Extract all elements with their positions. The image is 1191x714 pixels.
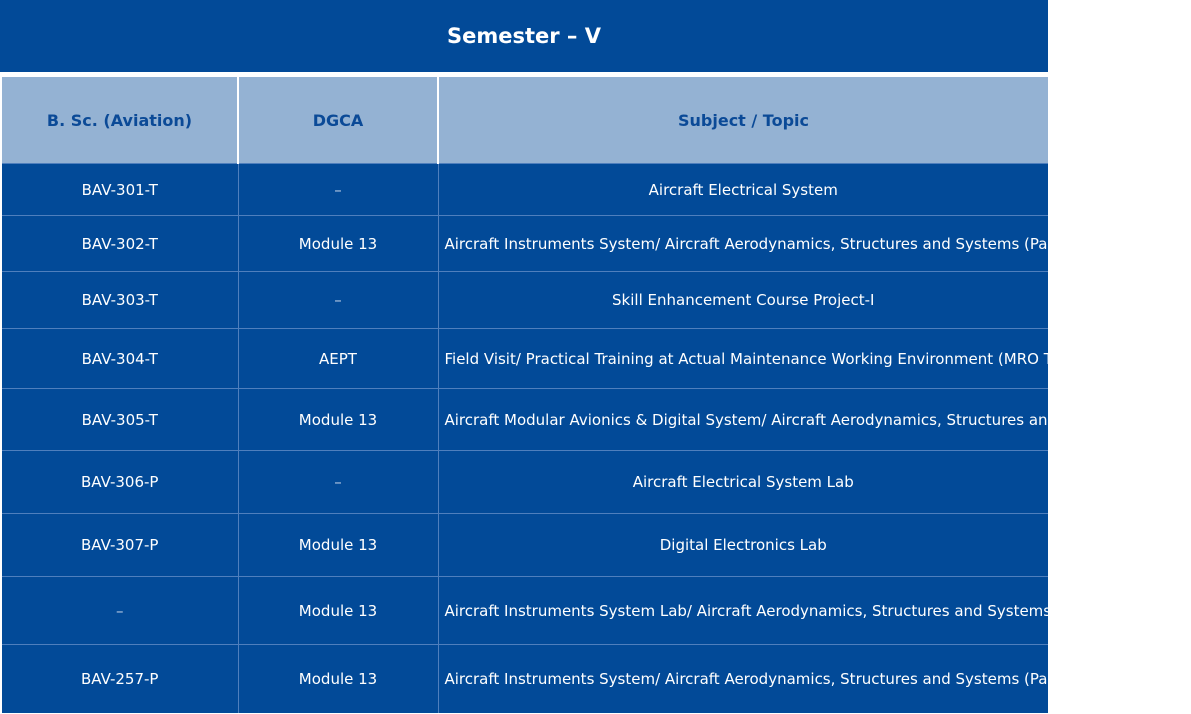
table-row — [2, 216, 1048, 272]
subject-cell: Digital Electronics Lab — [438, 514, 1048, 577]
table-row — [2, 389, 1048, 451]
course-code-cell: BAV-302-T — [2, 216, 238, 272]
table-row — [2, 164, 1048, 216]
table-row — [2, 272, 1048, 329]
course-table — [2, 77, 1191, 713]
subject-cell: Aircraft Electrical System — [438, 164, 1048, 216]
semester-title: Semester – V — [0, 0, 1048, 72]
dgca-cell: Module 13 — [238, 389, 438, 451]
dgca-cell: – — [238, 272, 438, 329]
subject-cell: Aircraft Instruments System/ Aircraft Aerodynamics, Structures and Systems (Part-V) — [438, 216, 1048, 272]
dgca-cell: – — [238, 164, 438, 216]
dgca-cell: Module 13 — [238, 514, 438, 577]
course-code-cell: BAV-304-T — [2, 329, 238, 389]
column-header-dgca: DGCA — [238, 77, 438, 164]
table-header-row — [2, 77, 1048, 164]
course-code-cell: – — [2, 577, 238, 645]
table-row — [2, 329, 1048, 389]
course-code-cell: BAV-301-T — [2, 164, 238, 216]
course-code-cell: BAV-307-P — [2, 514, 238, 577]
course-code-cell: BAV-303-T — [2, 272, 238, 329]
table-row — [2, 645, 1048, 713]
subject-cell: Field Visit/ Practical Training at Actual Maintenance Working Environment (MRO Training) — [438, 329, 1048, 389]
column-header-subject: Subject / Topic — [438, 77, 1048, 164]
dgca-cell: – — [238, 451, 438, 514]
course-code-cell: BAV-257-P — [2, 645, 238, 713]
dgca-cell: Module 13 — [238, 216, 438, 272]
dgca-cell: AEPT — [238, 329, 438, 389]
subject-cell: Aircraft Instruments System Lab/ Aircraft Aerodynamics, Structures and Systems (Part-V) — [438, 577, 1048, 645]
dgca-cell: Module 13 — [238, 645, 438, 713]
course-code-cell: BAV-306-P — [2, 451, 238, 514]
subject-cell: Aircraft Instruments System/ Aircraft Aerodynamics, Structures and Systems (Part-IV) — [438, 645, 1048, 713]
table-row — [2, 514, 1048, 577]
subject-cell: Skill Enhancement Course Project-I — [438, 272, 1048, 329]
table-row — [2, 451, 1048, 514]
subject-cell: Aircraft Electrical System Lab — [438, 451, 1048, 514]
subject-cell: Aircraft Modular Avionics & Digital System/ Aircraft Aerodynamics, Structures and Systems (Part-VI) — [438, 389, 1048, 451]
dgca-cell: Module 13 — [238, 577, 438, 645]
column-header-program: B. Sc. (Aviation) — [2, 77, 238, 164]
table-row — [2, 577, 1048, 645]
course-code-cell: BAV-305-T — [2, 389, 238, 451]
